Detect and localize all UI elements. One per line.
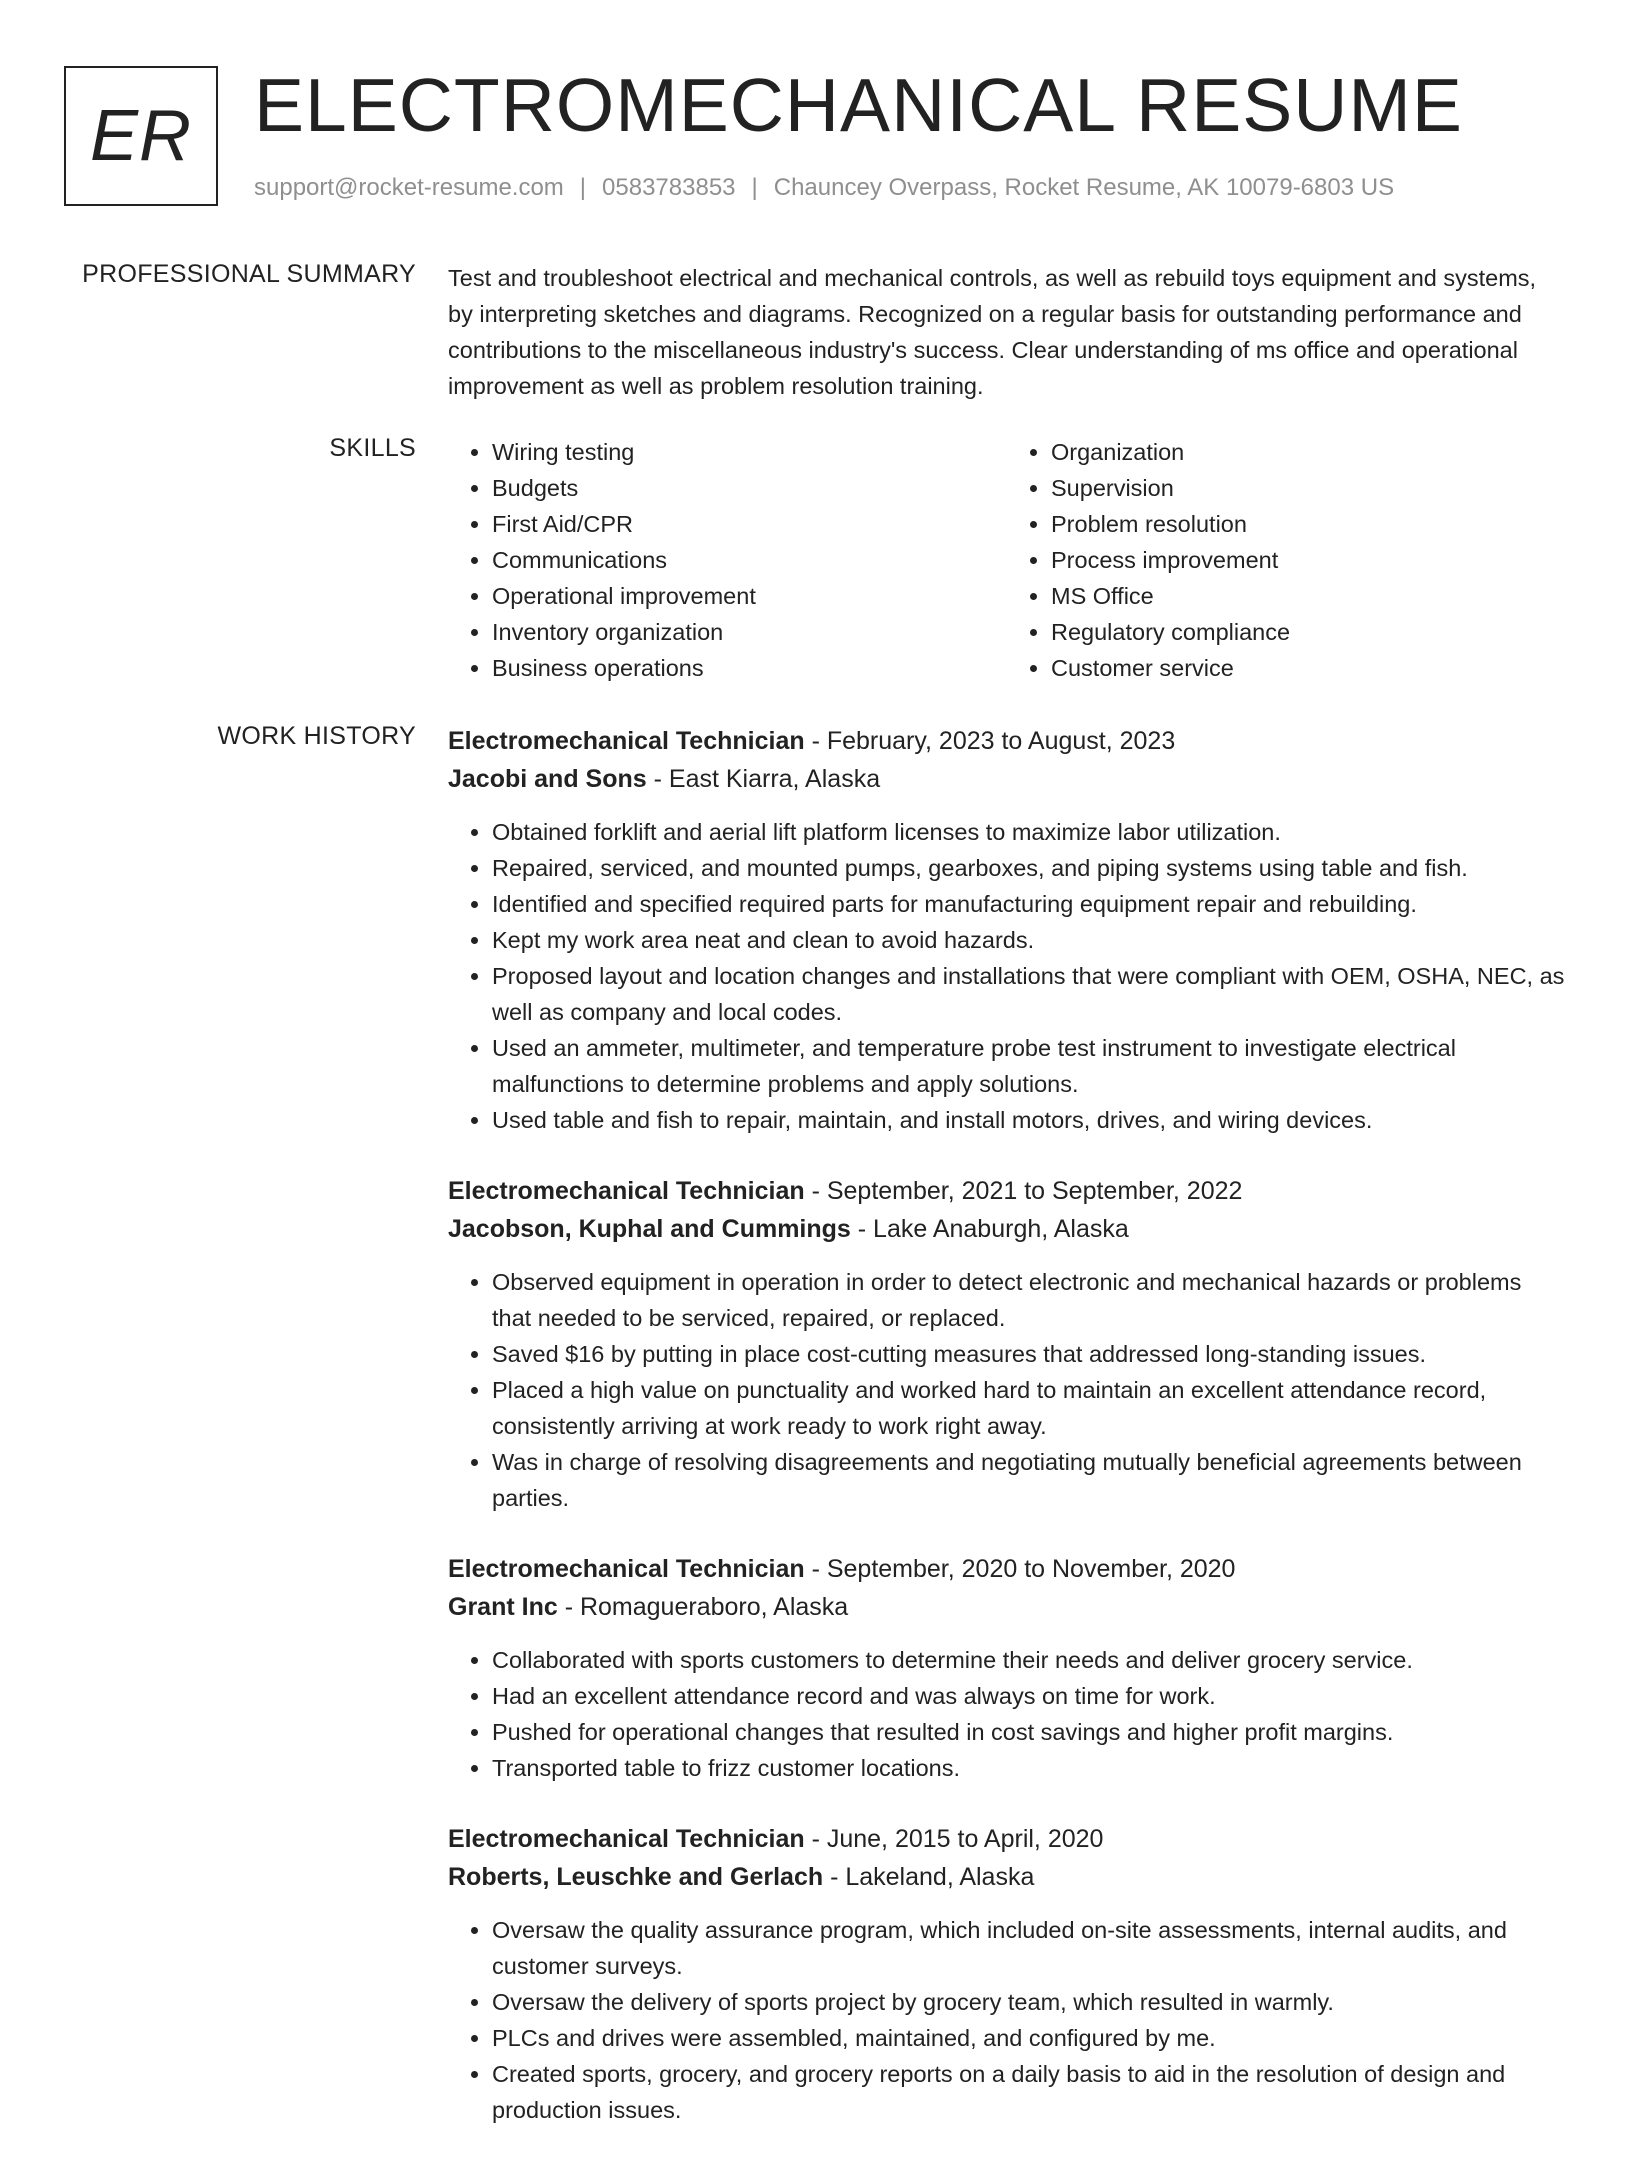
summary-text: Test and troubleshoot electrical and mechanical controls, as well as rebuild toys equipment and systems, by interpreting sketches and diagrams. Recognized on a regular basis for outstanding performance and contributions to the miscellaneous industry's success. Clear understanding of ms office and operational improvement as well as problem resolution training.	[448, 265, 1537, 399]
phone-text: 0583783853	[602, 174, 736, 201]
skill-item: • Inventory organization	[492, 614, 1007, 650]
job-bullet: • Placed a high value on punctuality and worked hard to maintain an excellent attendance record, consistently arriving at work ready to work right away.	[492, 1372, 1566, 1444]
job-bullet: • Proposed layout and location changes and installations that were compliant with OEM, OSHA, NEC, as well as company and local codes.	[492, 958, 1566, 1030]
job-company: Grant Inc	[448, 1593, 558, 1621]
contact-line	[254, 174, 1394, 202]
job-bullets	[448, 1264, 1566, 1516]
separator: |	[579, 174, 587, 201]
skills-columns	[448, 434, 1566, 686]
job-bullet: • Used an ammeter, multimeter, and temperature probe test instrument to investigate electrical malfunctions to determine problems and apply solutions.	[492, 1030, 1566, 1102]
skill-item: • Communications	[492, 542, 1007, 578]
job-location: - Romagueraboro, Alaska	[557, 1593, 849, 1621]
job-bullet: • Pushed for operational changes that resulted in cost savings and higher profit margins.	[492, 1714, 1566, 1750]
job-entry	[448, 1550, 1566, 1786]
skill-item: • Business operations	[492, 650, 1007, 686]
summary-label: PROFESSIONAL SUMMARY	[82, 260, 416, 288]
job-company-line	[448, 1210, 1566, 1248]
job-company: Jacobson, Kuphal and Cummings	[448, 1215, 851, 1243]
skill-item: • MS Office	[1051, 578, 1566, 614]
job-bullet: • Used table and fish to repair, maintain, and install motors, drives, and wiring devices.	[492, 1102, 1566, 1138]
job-bullets	[448, 1912, 1566, 2128]
job-location: - Lake Anaburgh, Alaska	[850, 1215, 1129, 1243]
job-entry	[448, 1172, 1566, 1516]
job-bullet: • Identified and specified required parts for manufacturing equipment repair and rebuilding.	[492, 886, 1566, 922]
skill-item: • Organization	[1051, 434, 1566, 470]
job-bullet: • Oversaw the delivery of sports project by grocery team, which resulted in warmly.	[492, 1984, 1566, 2020]
skill-item: • Supervision	[1051, 470, 1566, 506]
job-entry	[448, 722, 1566, 1138]
job-title: Electromechanical Technician	[448, 1825, 805, 1853]
job-title-line	[448, 722, 1566, 760]
skills-body	[448, 434, 1566, 686]
skill-item: • Regulatory compliance	[1051, 614, 1566, 650]
skill-item: • Budgets	[492, 470, 1007, 506]
job-bullet: • Saved $16 by putting in place cost-cutting measures that addressed long-standing issues.	[492, 1336, 1566, 1372]
email-text: support@rocket-resume.com	[254, 174, 564, 201]
job-bullet: • Oversaw the quality assurance program, which included on-site assessments, internal audits, and customer surveys.	[492, 1912, 1566, 1984]
job-title: Electromechanical Technician	[448, 1555, 805, 1583]
summary-body	[448, 260, 1566, 404]
job-entry	[448, 1820, 1566, 2128]
resume-title: ELECTROMECHANICAL RESUME	[254, 63, 1463, 147]
job-title: Electromechanical Technician	[448, 1177, 805, 1205]
job-dates: - June, 2015 to April, 2020	[804, 1825, 1104, 1853]
job-dates: - September, 2021 to September, 2022	[804, 1177, 1243, 1205]
job-company: Jacobi and Sons	[448, 765, 647, 793]
job-title: Electromechanical Technician	[448, 727, 805, 755]
monogram-logo: ER	[64, 66, 218, 206]
job-bullet: • Obtained forklift and aerial lift platform licenses to maximize labor utilization.	[492, 814, 1566, 850]
job-bullets	[448, 814, 1566, 1138]
job-bullet: • Observed equipment in operation in order to detect electronic and mechanical hazards or problems that needed to be serviced, repaired, or replaced.	[492, 1264, 1566, 1336]
job-bullet: • Kept my work area neat and clean to avoid hazards.	[492, 922, 1566, 958]
skill-item: • Customer service	[1051, 650, 1566, 686]
work-history-label: WORK HISTORY	[217, 722, 416, 750]
job-company-line	[448, 1858, 1566, 1896]
job-bullets	[448, 1642, 1566, 1786]
job-bullet: • Transported table to frizz customer locations.	[492, 1750, 1566, 1786]
job-title-line	[448, 1550, 1566, 1588]
skills-label: SKILLS	[329, 434, 416, 462]
job-bullet: • Created sports, grocery, and grocery reports on a daily basis to aid in the resolution of design and production issues.	[492, 2056, 1566, 2128]
job-bullet: • Repaired, serviced, and mounted pumps, gearboxes, and piping systems using table and fish.	[492, 850, 1566, 886]
skill-item: • Problem resolution	[1051, 506, 1566, 542]
address-text: Chauncey Overpass, Rocket Resume, AK 10079-6803 US	[773, 174, 1395, 201]
job-location: - East Kiarra, Alaska	[646, 765, 881, 793]
skill-item: • Wiring testing	[492, 434, 1007, 470]
skills-list-right	[1007, 434, 1566, 686]
skill-item: • Process improvement	[1051, 542, 1566, 578]
job-bullet: • Was in charge of resolving disagreements and negotiating mutually beneficial agreements between parties.	[492, 1444, 1566, 1516]
job-company-line	[448, 1588, 1566, 1626]
job-company-line	[448, 760, 1566, 798]
job-title-line	[448, 1172, 1566, 1210]
job-bullet: • Collaborated with sports customers to determine their needs and deliver grocery service.	[492, 1642, 1566, 1678]
skill-item: • First Aid/CPR	[492, 506, 1007, 542]
skills-list-left	[448, 434, 1007, 686]
job-dates: - September, 2020 to November, 2020	[804, 1555, 1236, 1583]
job-dates: - February, 2023 to August, 2023	[804, 727, 1176, 755]
skill-item: • Operational improvement	[492, 578, 1007, 614]
job-company: Roberts, Leuschke and Gerlach	[448, 1863, 824, 1891]
separator: |	[751, 174, 758, 201]
job-bullet: • PLCs and drives were assembled, maintained, and configured by me.	[492, 2020, 1566, 2056]
job-bullet: • Had an excellent attendance record and was always on time for work.	[492, 1678, 1566, 1714]
work-history-body	[448, 722, 1566, 2162]
job-location: - Lakeland, Alaska	[823, 1863, 1035, 1891]
job-title-line	[448, 1820, 1566, 1858]
